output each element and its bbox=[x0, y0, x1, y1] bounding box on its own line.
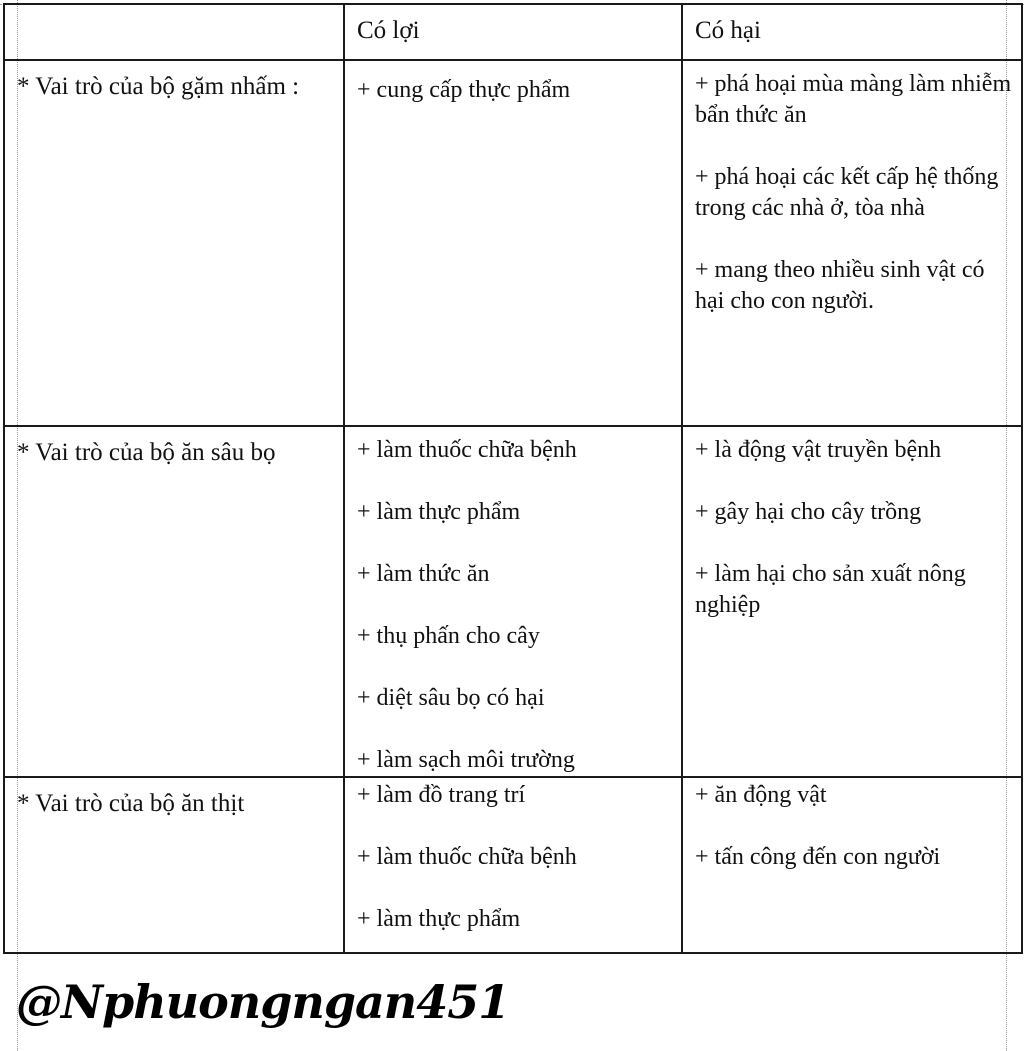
harm-item: + tấn công đến con người bbox=[695, 844, 941, 870]
role-label: * Vai trò của bộ gặm nhấm : bbox=[17, 73, 300, 100]
header-benefits-label: Có lợi bbox=[357, 17, 420, 44]
table-row bbox=[4, 60, 1022, 426]
role-cell bbox=[4, 60, 344, 426]
header-harms-cell bbox=[682, 4, 1022, 60]
harm-item: + ăn động vật bbox=[695, 782, 827, 808]
harms-cell bbox=[682, 426, 1022, 777]
benefit-item: + diệt sâu bọ có hại bbox=[357, 685, 545, 711]
harm-item: + phá hoại các kết cấp hệ thống trong các nhà ở, tòa nhà bbox=[695, 164, 999, 221]
header-row bbox=[4, 4, 1022, 60]
header-benefits-cell bbox=[344, 4, 682, 60]
table-row bbox=[4, 426, 1022, 777]
benefit-item: + làm thuốc chữa bệnh bbox=[357, 437, 577, 463]
role-cell bbox=[4, 426, 344, 777]
benefit-item: + làm thực phẩm bbox=[357, 906, 521, 932]
benefit-item: + làm thức ăn bbox=[357, 561, 490, 587]
harm-item: + làm hại cho sản xuất nông nghiệp bbox=[695, 561, 966, 618]
benefit-item: + làm thuốc chữa bệnh bbox=[357, 844, 577, 870]
header-empty-label bbox=[5, 5, 343, 15]
benefit-item: + làm sạch môi trường bbox=[357, 747, 575, 773]
harm-item: + gây hại cho cây trồng bbox=[695, 499, 922, 525]
benefit-item: + làm đồ trang trí bbox=[357, 782, 526, 808]
author-watermark: @Nphuongngan451 bbox=[16, 975, 510, 1029]
benefits-cell bbox=[344, 60, 682, 426]
benefit-item: + cung cấp thực phẩm bbox=[357, 77, 571, 103]
harms-cell bbox=[682, 777, 1022, 953]
role-label: * Vai trò của bộ ăn thịt bbox=[17, 790, 245, 817]
benefit-item: + làm thực phẩm bbox=[357, 499, 521, 525]
roles-table bbox=[3, 3, 1023, 954]
benefit-item: + thụ phấn cho cây bbox=[357, 623, 540, 649]
table-row bbox=[4, 777, 1022, 953]
header-harms-label: Có hại bbox=[695, 17, 761, 44]
role-cell bbox=[4, 777, 344, 953]
benefits-cell bbox=[344, 426, 682, 777]
harms-cell bbox=[682, 60, 1022, 426]
harm-item: + mang theo nhiều sinh vật có hại cho con người. bbox=[695, 257, 985, 314]
benefits-cell bbox=[344, 777, 682, 953]
harm-item: + là động vật truyền bệnh bbox=[695, 437, 942, 463]
header-empty-cell bbox=[4, 4, 344, 60]
role-label: * Vai trò của bộ ăn sâu bọ bbox=[17, 439, 276, 466]
harm-item: + phá hoại mùa màng làm nhiễm bẩn thức ăn bbox=[695, 71, 1012, 128]
